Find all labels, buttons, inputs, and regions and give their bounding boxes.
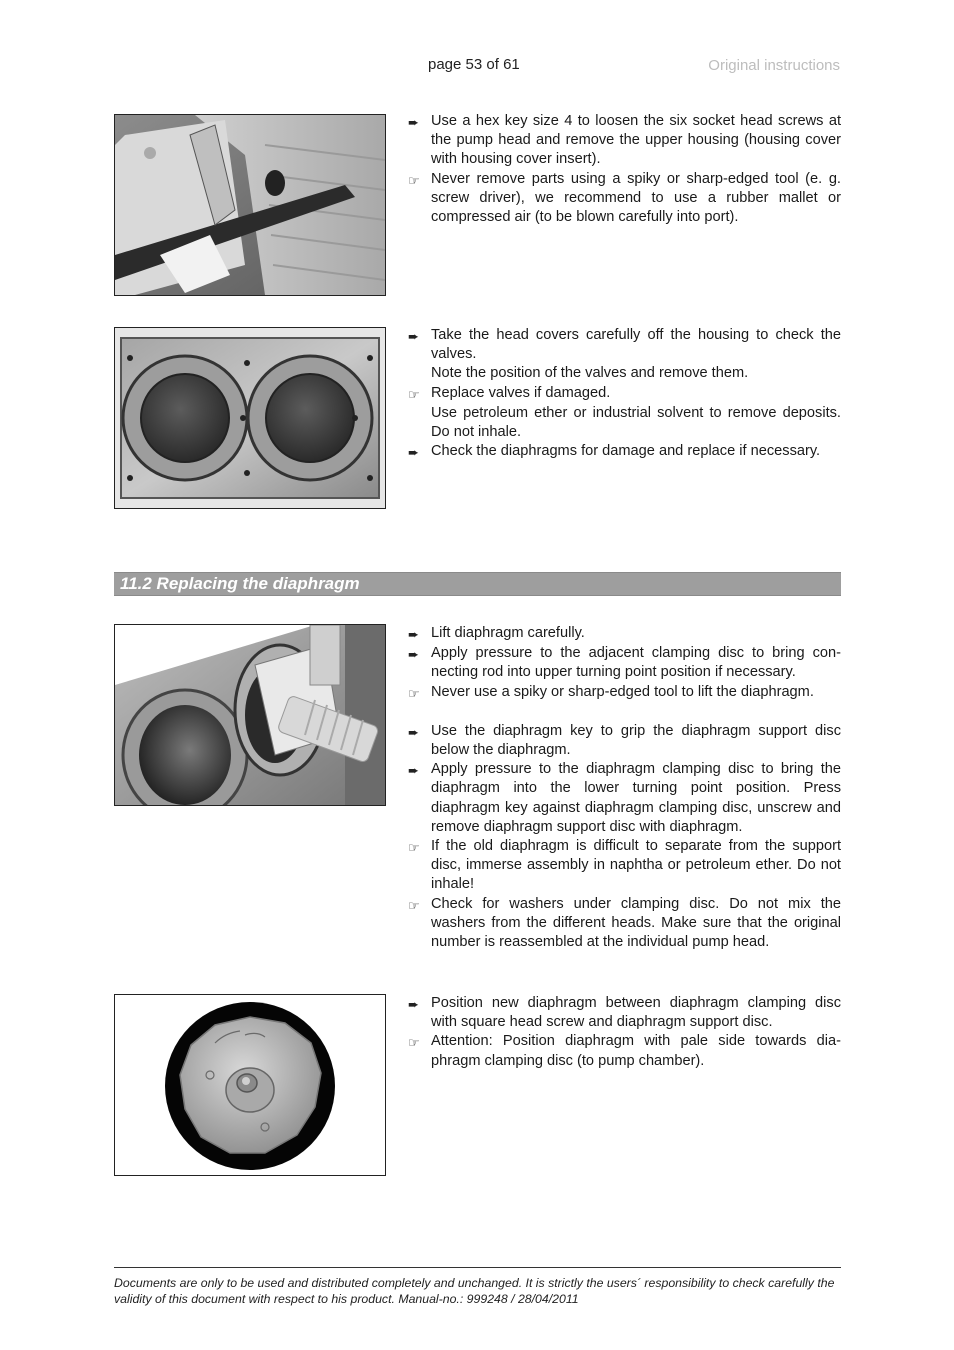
instruction-item: ➨ Position new diaphragm between diaphragm clamping disc with square head screw and diaphragm support disc. bbox=[408, 994, 841, 1032]
instruction-note: ☞ Attention: Position diaphragm with pale side towards diaphragm clamping disc (to pump chamber). bbox=[408, 1032, 841, 1070]
pointing-hand-icon: ☞ bbox=[408, 840, 420, 856]
pointing-hand-icon: ☞ bbox=[408, 386, 420, 402]
hex-key-removing-housing-photo bbox=[114, 114, 386, 296]
instruction-continuation: Use petroleum ether or industrial solvent to remove deposits. Do not inhale. bbox=[431, 404, 841, 441]
action-arrow-icon: ➨ bbox=[408, 763, 419, 779]
instructions-block-1 bbox=[408, 112, 841, 227]
section-title: 11.2 Replacing the diaphragm bbox=[120, 574, 360, 593]
instruction-item: ➨ Apply pressure to the adjacent clamping disc to bring connecting rod into upper turning point position if necessary. bbox=[408, 644, 841, 682]
instructions-block-4 bbox=[408, 994, 841, 1071]
head-covers-valves-photo bbox=[114, 327, 386, 509]
instruction-note: ☞ Never remove parts using a spiky or sharp-edged tool (e. g. screw driver), we recommend to use a rubber mallet or compressed air (to be blown carefully into port). bbox=[408, 170, 841, 228]
instruction-note: ☞ Check for washers under clamping disc. Do not mix the washers from the different heads. Make sure that the original number is reassembled at the individual pump head. bbox=[408, 895, 841, 953]
instruction-note: ☞ Replace valves if damaged. bbox=[408, 384, 841, 404]
instruction-note: ☞ If the old diaphragm is difficult to separate from the support disc, immerse assembly in naphtha or petroleum ether. Do not inhale! bbox=[408, 837, 841, 895]
action-arrow-icon: ➨ bbox=[408, 627, 419, 642]
action-arrow-icon: ➨ bbox=[408, 445, 419, 461]
action-arrow-icon: ➨ bbox=[408, 724, 419, 740]
action-arrow-icon: ➨ bbox=[408, 997, 419, 1012]
pointing-hand-icon: ☞ bbox=[408, 685, 420, 701]
diaphragm-key-photo bbox=[114, 624, 386, 806]
instruction-item: ➨ Take the head covers carefully off the housing to check the valves. bbox=[408, 326, 841, 364]
instructions-block-3 bbox=[408, 624, 841, 952]
instructions-block-2 bbox=[408, 326, 841, 462]
document-type-label: Original instructions bbox=[708, 57, 840, 74]
footer-disclaimer: Documents are only to be used and distributed completely and unchanged. It is strictly the users´ responsibility to check carefully the validity of this document with respect to his product. Manual-no.: 999248 / 28/04/2011 bbox=[114, 1276, 835, 1306]
action-arrow-icon: ➨ bbox=[408, 329, 419, 344]
action-arrow-icon: ➨ bbox=[408, 115, 419, 130]
instruction-continuation: Note the position of the valves and remove them. bbox=[431, 365, 749, 382]
instruction-note: ☞ Never use a spiky or sharp-edged tool to lift the diaphragm. bbox=[408, 683, 841, 703]
instruction-item: ➨ Check the diaphragms for damage and replace if necessary. bbox=[408, 442, 841, 462]
diaphragm-assembly-photo bbox=[114, 994, 386, 1176]
pointing-hand-icon: ☞ bbox=[408, 172, 420, 188]
page-number: page 53 of 61 bbox=[428, 56, 520, 73]
action-arrow-icon: ➨ bbox=[408, 647, 419, 663]
instruction-item: ➨ Use a hex key size 4 to loosen the six socket head screws at the pump head and remove the upper housing (housing cover with housing cover insert). bbox=[408, 112, 841, 170]
instruction-item: ➨ Use the diaphragm key to grip the diaphragm support disc below the diaphragm. bbox=[408, 722, 841, 760]
instruction-item: ➨ Apply pressure to the diaphragm clamping disc to bring the diaphragm into the lower turning point position. Press diaphragm key against diaphragm clamping disc, unscrew and remove diaphragm support disc with diaphragm. bbox=[408, 760, 841, 837]
pointing-hand-icon: ☞ bbox=[408, 897, 420, 913]
pointing-hand-icon: ☞ bbox=[408, 1035, 420, 1051]
footer-divider bbox=[114, 1267, 841, 1268]
instruction-item: ➨ Lift diaphragm carefully. bbox=[408, 624, 841, 644]
spacer bbox=[408, 703, 841, 722]
section-heading-bar bbox=[114, 572, 841, 596]
